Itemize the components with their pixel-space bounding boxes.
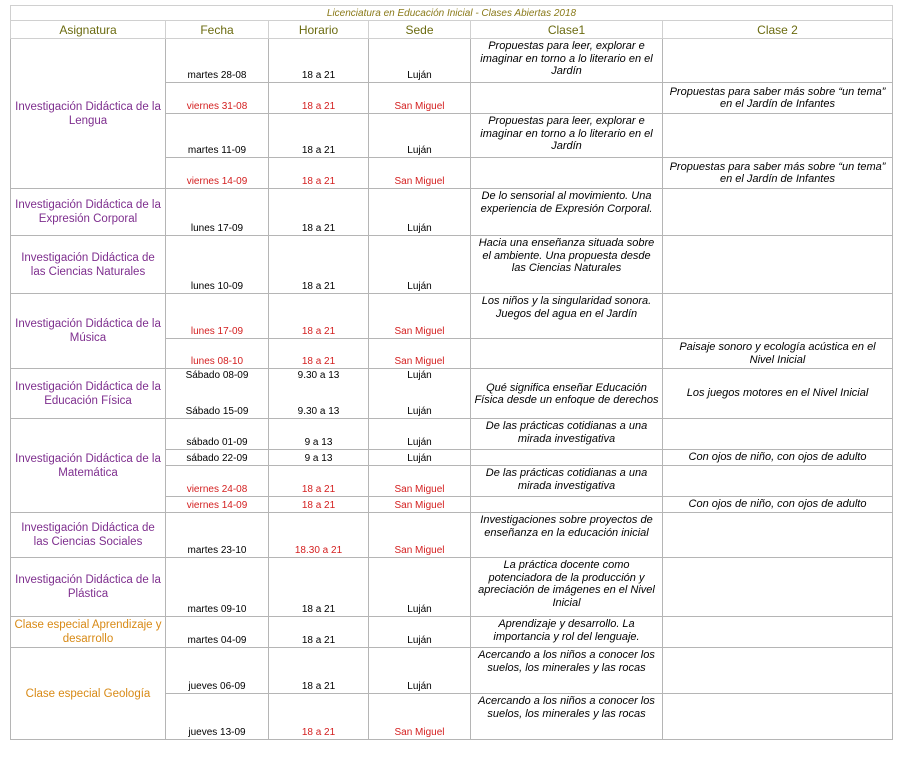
time-cell: 18 a 21: [269, 558, 369, 617]
date-cell: viernes 31-08: [166, 83, 269, 114]
clase2-cell: Los juegos motores en el Nivel Inicial: [663, 369, 893, 419]
clase1-cell: La práctica docente como potenciadora de la producción y apreciación de imágenes en el Nivel Inicial: [471, 558, 663, 617]
time-cell: 18 a 21: [269, 694, 369, 740]
header-clase2: Clase 2: [663, 21, 893, 39]
clase1-cell: [471, 497, 663, 513]
table-row: [11, 369, 893, 394]
header-asignatura: Asignatura: [11, 21, 166, 39]
table-row: [11, 558, 893, 617]
date-cell: jueves 06-09: [166, 648, 269, 694]
time-cell: 9 a 13: [269, 419, 369, 450]
clase2-cell: [663, 419, 893, 450]
clase1-cell: [471, 450, 663, 466]
venue-cell: Luján: [369, 648, 471, 694]
venue-cell: San Miguel: [369, 513, 471, 558]
clase1-cell: De las prácticas cotidianas a una mirada investigativa: [471, 466, 663, 497]
venue-cell: Luján: [369, 394, 471, 419]
time-cell: 18 a 21: [269, 114, 369, 158]
subject-musica: Investigación Didáctica de la Música: [11, 294, 166, 369]
venue-cell: Luján: [369, 558, 471, 617]
clase2-cell: [663, 513, 893, 558]
subject-ciencias-naturales: Investigación Didáctica de las Ciencias Naturales: [11, 236, 166, 294]
date-cell: martes 23-10: [166, 513, 269, 558]
date-cell: sábado 01-09: [166, 419, 269, 450]
venue-cell: San Miguel: [369, 466, 471, 497]
table-row: [11, 513, 893, 558]
venue-cell: San Miguel: [369, 694, 471, 740]
clase1-cell: Propuestas para leer, explorar e imaginar en torno a lo literario en el Jardín: [471, 39, 663, 83]
clase2-cell: Con ojos de niño, con ojos de adulto: [663, 450, 893, 466]
clase1-cell: Investigaciones sobre proyectos de enseñanza en la educación inicial: [471, 513, 663, 558]
clase1-cell: [471, 83, 663, 114]
date-cell: lunes 17-09: [166, 294, 269, 339]
clase1-cell: [471, 339, 663, 369]
clase2-cell: [663, 617, 893, 648]
venue-cell: San Miguel: [369, 294, 471, 339]
clase2-cell: Propuestas para saber más sobre “un tema” en el Jardín de Infantes: [663, 158, 893, 189]
clase1-cell: Acercando a los niños a conocer los suelos, los minerales y las rocas: [471, 648, 663, 694]
clase1-cell: Propuestas para leer, explorar e imaginar en torno a lo literario en el Jardín: [471, 114, 663, 158]
clase2-cell: [663, 39, 893, 83]
date-cell: viernes 14-09: [166, 158, 269, 189]
header-row: [11, 21, 893, 39]
date-cell: lunes 08-10: [166, 339, 269, 369]
venue-cell: San Miguel: [369, 339, 471, 369]
time-cell: 18 a 21: [269, 466, 369, 497]
time-cell: 18 a 21: [269, 83, 369, 114]
venue-cell: San Miguel: [369, 158, 471, 189]
clase2-cell: [663, 466, 893, 497]
header-sede: Sede: [369, 21, 471, 39]
clase1-cell: [471, 158, 663, 189]
venue-cell: Luján: [369, 39, 471, 83]
venue-cell: Luján: [369, 419, 471, 450]
clase2-cell: Con ojos de niño, con ojos de adulto: [663, 497, 893, 513]
venue-cell: Luján: [369, 189, 471, 236]
venue-cell: San Miguel: [369, 497, 471, 513]
time-cell: 9 a 13: [269, 450, 369, 466]
title-row: [11, 6, 893, 21]
venue-cell: Luján: [369, 617, 471, 648]
table-row: [11, 236, 893, 294]
header-clase1: Clase1: [471, 21, 663, 39]
clase2-cell: [663, 648, 893, 694]
date-cell: Sábado 08-09: [166, 369, 269, 394]
sheet-title: Licenciatura en Educación Inicial - Clases Abiertas 2018: [11, 6, 893, 21]
clase1-cell: Hacia una enseñanza situada sobre el ambiente. Una propuesta desde las Ciencias Naturales: [471, 236, 663, 294]
venue-cell: Luján: [369, 450, 471, 466]
time-cell: 18.30 a 21: [269, 513, 369, 558]
date-cell: jueves 13-09: [166, 694, 269, 740]
time-cell: 18 a 21: [269, 189, 369, 236]
clase1-cell: Qué significa enseñar Educación Física desde un enfoque de derechos: [471, 369, 663, 419]
subject-plastica: Investigación Didáctica de la Plástica: [11, 558, 166, 617]
time-cell: 18 a 21: [269, 39, 369, 83]
date-cell: viernes 14-09: [166, 497, 269, 513]
clase2-cell: Paisaje sonoro y ecología acústica en el Nivel Inicial: [663, 339, 893, 369]
clase1-cell: Aprendizaje y desarrollo. La importancia y rol del lenguaje.: [471, 617, 663, 648]
table-row: [11, 648, 893, 694]
venue-cell: Luján: [369, 114, 471, 158]
venue-cell: San Miguel: [369, 83, 471, 114]
table-row: [11, 617, 893, 648]
time-cell: 18 a 21: [269, 648, 369, 694]
subject-lengua: Investigación Didáctica de la Lengua: [11, 39, 166, 189]
subject-ciencias-sociales: Investigación Didáctica de las Ciencias Sociales: [11, 513, 166, 558]
header-fecha: Fecha: [166, 21, 269, 39]
clase1-cell: Los niños y la singularidad sonora. Juegos del agua en el Jardín: [471, 294, 663, 339]
time-cell: 18 a 21: [269, 497, 369, 513]
subject-educacion-fisica: Investigación Didáctica de la Educación Física: [11, 369, 166, 419]
schedule-table: [10, 5, 893, 740]
table-row: [11, 294, 893, 339]
time-cell: 9.30 a 13: [269, 369, 369, 394]
clase2-cell: Propuestas para saber más sobre “un tema” en el Jardín de Infantes: [663, 83, 893, 114]
table-row: [11, 39, 893, 83]
date-cell: martes 28-08: [166, 39, 269, 83]
clase1-cell: Acercando a los niños a conocer los suelos, los minerales y las rocas: [471, 694, 663, 740]
subject-geologia: Clase especial Geología: [11, 648, 166, 740]
date-cell: martes 09-10: [166, 558, 269, 617]
date-cell: martes 04-09: [166, 617, 269, 648]
date-cell: martes 11-09: [166, 114, 269, 158]
date-cell: Sábado 15-09: [166, 394, 269, 419]
venue-cell: Luján: [369, 369, 471, 394]
clase2-cell: [663, 694, 893, 740]
time-cell: 18 a 21: [269, 339, 369, 369]
table-row: [11, 419, 893, 450]
date-cell: lunes 10-09: [166, 236, 269, 294]
clase2-cell: [663, 236, 893, 294]
clase1-cell: De lo sensorial al movimiento. Una experiencia de Expresión Corporal.: [471, 189, 663, 236]
date-cell: lunes 17-09: [166, 189, 269, 236]
time-cell: 18 a 21: [269, 294, 369, 339]
date-cell: viernes 24-08: [166, 466, 269, 497]
time-cell: 18 a 21: [269, 236, 369, 294]
time-cell: 18 a 21: [269, 617, 369, 648]
time-cell: 9.30 a 13: [269, 394, 369, 419]
time-cell: 18 a 21: [269, 158, 369, 189]
venue-cell: Luján: [369, 236, 471, 294]
header-horario: Horario: [269, 21, 369, 39]
subject-aprendizaje-desarrollo: Clase especial Aprendizaje y desarrollo: [11, 617, 166, 648]
clase2-cell: [663, 558, 893, 617]
clase2-cell: [663, 294, 893, 339]
clase2-cell: [663, 114, 893, 158]
subject-expresion-corporal: Investigación Didáctica de la Expresión Corporal: [11, 189, 166, 236]
table-row: [11, 189, 893, 236]
clase2-cell: [663, 189, 893, 236]
date-cell: sábado 22-09: [166, 450, 269, 466]
clase1-cell: De las prácticas cotidianas a una mirada investigativa: [471, 419, 663, 450]
subject-matematica: Investigación Didáctica de la Matemática: [11, 419, 166, 513]
